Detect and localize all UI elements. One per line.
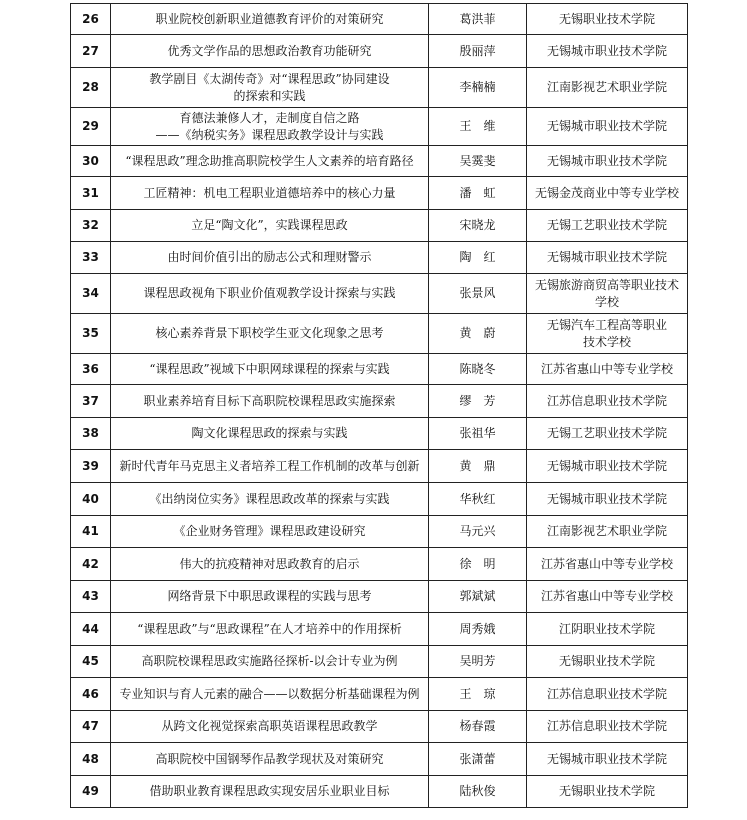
institution-name (527, 516, 688, 548)
author-name: 葛洪菲 (429, 4, 527, 35)
row-number: 47 (71, 711, 111, 743)
author-name: 王 维 (429, 108, 527, 146)
author-name: 张景风 (429, 274, 527, 314)
author-name: 缪 芳 (429, 385, 527, 418)
project-title (111, 108, 429, 146)
institution-name-line: 无锡职业技术学院 (558, 654, 655, 668)
table-row (71, 146, 688, 177)
project-title (111, 450, 429, 483)
author-name: 陶 红 (429, 242, 527, 274)
institution-name (527, 711, 688, 743)
institution-name-line: 无锡工艺职业技术学院 (546, 218, 667, 232)
institution-name (527, 483, 688, 516)
author-name: 马元兴 (429, 516, 527, 548)
table-row (71, 177, 688, 210)
institution-name (527, 210, 688, 242)
institution-name-line: 技术学校 (582, 334, 631, 349)
institution-name-line: 无锡城市职业技术学院 (546, 119, 667, 133)
table-row (71, 581, 688, 613)
project-title-line: 从跨文化视觉探索高职英语课程思政教学 (161, 719, 378, 733)
project-title-line: 育德法兼修人才，走制度自信之路 (179, 110, 360, 125)
institution-name (527, 678, 688, 711)
project-title-line: 课程思政视角下职业价值观教学设计探索与实践 (143, 286, 396, 300)
institution-name-line: 无锡职业技术学院 (558, 784, 655, 798)
row-number: 32 (71, 210, 111, 242)
author-name: 张祖华 (429, 418, 527, 450)
institution-name (527, 354, 688, 385)
author-name: 殷丽萍 (429, 35, 527, 68)
row-number: 37 (71, 385, 111, 418)
project-title (111, 581, 429, 613)
project-title (111, 385, 429, 418)
institution-name (527, 4, 688, 35)
row-number: 45 (71, 646, 111, 678)
table-row (71, 776, 688, 808)
project-title (111, 646, 429, 678)
institution-name-line: 江苏信息职业技术学院 (546, 393, 667, 408)
project-title-line: 由时间价值引出的励志公式和理财警示 (167, 250, 372, 264)
institution-name-line: 无锡城市职业技术学院 (546, 153, 667, 168)
institution-name-line: 无锡城市职业技术学院 (546, 491, 667, 506)
project-title (111, 711, 429, 743)
institution-name (527, 68, 688, 108)
table-row (71, 646, 688, 678)
project-title-line: 教学剧目《太湖传奇》对“课程思政”协同建设 (149, 71, 390, 86)
project-title (111, 68, 429, 108)
project-roster-table (70, 3, 688, 808)
institution-name (527, 613, 688, 646)
institution-name-line: 无锡城市职业技术学院 (546, 250, 667, 264)
row-number: 42 (71, 548, 111, 581)
row-number: 41 (71, 516, 111, 548)
project-title-line: 网络背景下中职思政课程的实践与思考 (167, 589, 372, 603)
institution-name-line: 学校 (594, 294, 619, 309)
project-title-line: 的探索和实践 (233, 88, 306, 103)
project-title-line: 工匠精神：机电工程职业道德培养中的核心力量 (143, 185, 396, 200)
author-name: 李楠楠 (429, 68, 527, 108)
institution-name-line: 无锡职业技术学院 (558, 11, 655, 26)
institution-name-line: 江阴职业技术学院 (558, 621, 655, 636)
author-name: 陈晓冬 (429, 354, 527, 385)
table-row (71, 548, 688, 581)
institution-name (527, 314, 688, 354)
institution-name-line: 江苏省惠山中等专业学校 (540, 556, 673, 571)
institution-name (527, 418, 688, 450)
institution-name-line: 无锡城市职业技术学院 (546, 458, 667, 473)
project-title (111, 210, 429, 242)
project-title (111, 678, 429, 711)
project-title-line: “课程思政”与“思政课程”在人才培养中的作用探析 (137, 621, 402, 636)
project-title-line: 核心素养背景下职校学生亚文化现象之思考 (155, 326, 384, 340)
author-name: 宋晓龙 (429, 210, 527, 242)
project-title-line: 职业院校创新职业道德教育评价的对策研究 (155, 11, 384, 26)
table-row (71, 210, 688, 242)
project-title (111, 354, 429, 385)
project-title-line: 立足“陶文化”，实践课程思政 (191, 218, 348, 232)
row-number: 35 (71, 314, 111, 354)
project-title-line: 职业素养培育目标下高职院校课程思政实施探索 (143, 393, 396, 408)
row-number: 31 (71, 177, 111, 210)
project-title (111, 4, 429, 35)
institution-name-line: 江苏省惠山中等专业学校 (540, 361, 673, 376)
row-number: 27 (71, 35, 111, 68)
table-row (71, 483, 688, 516)
roster-body (71, 4, 688, 808)
author-name: 陆秋俊 (429, 776, 527, 808)
project-title (111, 177, 429, 210)
table-row (71, 242, 688, 274)
project-title (111, 516, 429, 548)
author-name: 潘 虹 (429, 177, 527, 210)
project-title-line: 陶文化课程思政的探索与实践 (191, 426, 348, 440)
institution-name (527, 450, 688, 483)
institution-name (527, 581, 688, 613)
author-name: 徐 明 (429, 548, 527, 581)
institution-name-line: 无锡城市职业技术学院 (546, 43, 667, 58)
table-row (71, 743, 688, 776)
institution-name-line: 江苏信息职业技术学院 (546, 686, 667, 701)
table-row (71, 385, 688, 418)
project-title-line: 借助职业教育课程思政实现安居乐业职业目标 (149, 784, 390, 798)
institution-name-line: 无锡金茂商业中等专业学校 (534, 185, 679, 200)
institution-name (527, 177, 688, 210)
project-title (111, 274, 429, 314)
institution-name-line: 江苏信息职业技术学院 (546, 719, 667, 733)
project-title-line: “课程思政”理念助推高职院校学生人文素养的培育路径 (125, 153, 414, 168)
project-title (111, 146, 429, 177)
project-title-line: 伟大的抗疫精神对思政教育的启示 (179, 556, 360, 571)
author-name: 王 琼 (429, 678, 527, 711)
institution-name (527, 548, 688, 581)
author-name: 周秀娥 (429, 613, 527, 646)
row-number: 38 (71, 418, 111, 450)
author-name: 郭斌斌 (429, 581, 527, 613)
institution-name (527, 385, 688, 418)
institution-name-line: 无锡城市职业技术学院 (546, 751, 667, 766)
institution-name (527, 646, 688, 678)
table-row (71, 4, 688, 35)
table-row (71, 516, 688, 548)
author-name: 杨春霞 (429, 711, 527, 743)
table-row (71, 613, 688, 646)
row-number: 44 (71, 613, 111, 646)
row-number: 43 (71, 581, 111, 613)
institution-name (527, 35, 688, 68)
table-row (71, 108, 688, 146)
row-number: 26 (71, 4, 111, 35)
table-row (71, 678, 688, 711)
project-title (111, 548, 429, 581)
row-number: 48 (71, 743, 111, 776)
project-title (111, 776, 429, 808)
table-row (71, 314, 688, 354)
row-number: 36 (71, 354, 111, 385)
project-title-line: “课程思政”视域下中职网球课程的探索与实践 (149, 361, 390, 376)
author-name: 黄 鼎 (429, 450, 527, 483)
table-row (71, 274, 688, 314)
table-row (71, 68, 688, 108)
project-title-line: 优秀文学作品的思想政治教育功能研究 (167, 43, 372, 58)
project-title (111, 242, 429, 274)
project-title (111, 483, 429, 516)
institution-name (527, 146, 688, 177)
project-title (111, 418, 429, 450)
institution-name-line: 江苏省惠山中等专业学校 (540, 589, 673, 603)
table-row (71, 450, 688, 483)
institution-name (527, 743, 688, 776)
project-title-line: 专业知识与育人元素的融合——以数据分析基础课程为例 (119, 686, 420, 701)
project-title-line: 高职院校课程思政实施路径探析-以会计专业为例 (141, 654, 398, 668)
row-number: 46 (71, 678, 111, 711)
institution-name-line: 江南影视艺术职业学院 (546, 524, 667, 538)
project-title (111, 743, 429, 776)
row-number: 30 (71, 146, 111, 177)
author-name: 吴明芳 (429, 646, 527, 678)
institution-name (527, 242, 688, 274)
project-title-line: 《企业财务管理》课程思政建设研究 (173, 524, 366, 538)
project-title (111, 314, 429, 354)
institution-name-line: 无锡汽车工程高等职业 (546, 317, 667, 332)
project-title (111, 613, 429, 646)
institution-name-line: 江南影视艺术职业学院 (546, 80, 667, 94)
table-row (71, 35, 688, 68)
project-title-line: 新时代青年马克思主义者培养工程工作机制的改革与创新 (119, 458, 420, 473)
author-name: 华秋红 (429, 483, 527, 516)
project-title-line: ——《纳税实务》课程思政教学设计与实践 (155, 127, 384, 142)
project-title-line: 高职院校中国钢琴作品教学现状及对策研究 (155, 751, 384, 766)
table-row (71, 354, 688, 385)
project-title-line: 《出纳岗位实务》课程思政改革的探索与实践 (149, 491, 390, 506)
row-number: 28 (71, 68, 111, 108)
table-row (71, 711, 688, 743)
project-title (111, 35, 429, 68)
row-number: 34 (71, 274, 111, 314)
author-name: 黄 蔚 (429, 314, 527, 354)
institution-name (527, 274, 688, 314)
author-name: 张潇蕾 (429, 743, 527, 776)
row-number: 33 (71, 242, 111, 274)
row-number: 29 (71, 108, 111, 146)
author-name: 吴霙斐 (429, 146, 527, 177)
row-number: 39 (71, 450, 111, 483)
row-number: 40 (71, 483, 111, 516)
institution-name-line: 无锡工艺职业技术学院 (546, 426, 667, 440)
institution-name-line: 无锡旅游商贸高等职业技术 (534, 277, 679, 292)
institution-name (527, 776, 688, 808)
row-number: 49 (71, 776, 111, 808)
institution-name (527, 108, 688, 146)
table-row (71, 418, 688, 450)
